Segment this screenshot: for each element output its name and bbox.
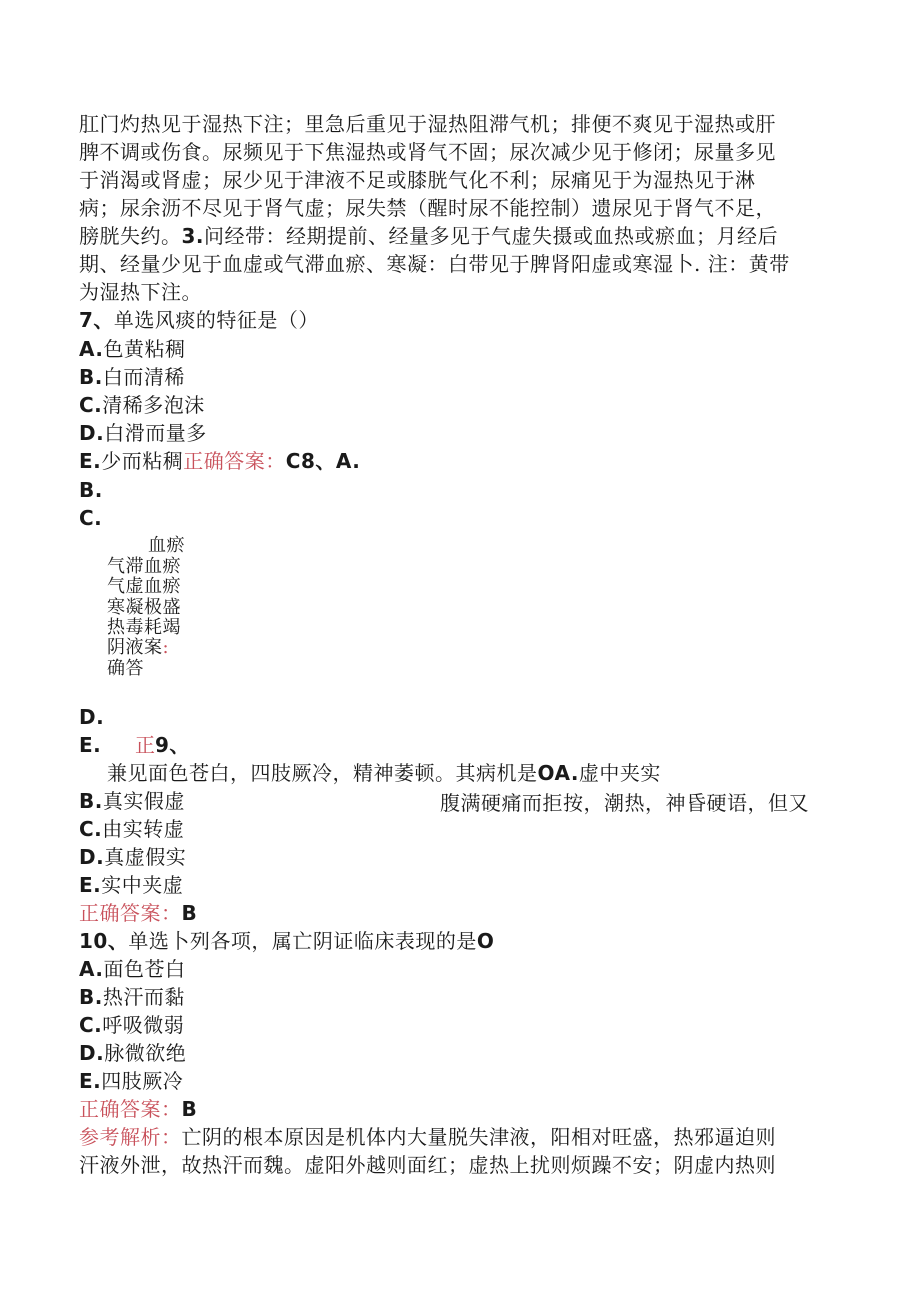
option-text: 实中夹虚 — [101, 873, 184, 897]
option-text: 少而粘稠 — [101, 449, 184, 473]
option-d — [79, 843, 186, 871]
option-c — [79, 391, 205, 419]
list-item: 寒凝极盛 — [107, 597, 181, 618]
option-b — [79, 363, 185, 391]
paragraph-text: 问经带：经期提前、经量多见于气虚失摄或血热或瘀血；月经后 — [204, 224, 779, 248]
option-b — [79, 983, 185, 1011]
option-letter: C. — [79, 1013, 103, 1037]
option-letter: D. — [79, 845, 105, 869]
paragraph-line: 为湿热下注。 — [79, 280, 202, 304]
list-item: 气滞血瘀 — [107, 556, 181, 577]
answer-label: 正确答案： — [183, 449, 286, 473]
answer-fragment: 正 — [135, 733, 156, 757]
paragraph-line: 于消渴或肾虚；尿少见于津液不足或膝胱气化不利；尿痛见于为湿热见于淋 — [79, 168, 756, 192]
question-text: 单选风痰的特征是（） — [113, 308, 319, 332]
option-a-letter: OA. — [537, 761, 579, 785]
option-e-label: E. — [79, 733, 102, 757]
section-number: 3. — [181, 224, 205, 248]
list-item: 气虚血瘀 — [107, 576, 181, 597]
question-text: 兼见面色苍白，四肢厥冷，精神萎顿。其病机是 — [107, 761, 538, 785]
option-text: 真实假虚 — [102, 789, 185, 813]
option-e-line — [79, 731, 190, 759]
answer-label: 正确答案： — [79, 1097, 182, 1121]
option-letter: E. — [79, 873, 102, 897]
paragraph-text: 膀胱失约。 — [79, 224, 182, 248]
option-d — [79, 1039, 186, 1067]
list-item — [107, 637, 169, 658]
option-a — [79, 335, 185, 363]
option-letter: B. — [79, 985, 103, 1009]
option-letter: B. — [79, 365, 103, 389]
option-letter: D. — [79, 421, 105, 445]
option-c — [79, 815, 184, 843]
option-letter: C. — [79, 393, 103, 417]
option-text: 呼吸微弱 — [102, 1013, 185, 1037]
analysis-label: 参考解析： — [79, 1125, 182, 1149]
option-b — [79, 787, 185, 815]
option-letter: D. — [79, 1041, 105, 1065]
option-d — [79, 419, 207, 447]
question-7-stem — [79, 306, 319, 334]
option-letter: C. — [79, 817, 103, 841]
question-number: 10、 — [79, 929, 129, 953]
option-d-label: D. — [79, 705, 105, 729]
stray-mark: : — [162, 637, 170, 658]
analysis-line — [79, 1123, 776, 1151]
option-e — [79, 447, 360, 475]
list-item: 血瘀 — [148, 535, 185, 556]
option-text: 白而清稀 — [102, 365, 185, 389]
question-10-stem — [79, 927, 494, 955]
option-text: 脉微欲绝 — [104, 1041, 187, 1065]
paragraph-line: 肛门灼热见于湿热下注；里急后重见于湿热阻滞气机；排便不爽见于湿热或肝 — [79, 112, 776, 136]
option-letter: E. — [79, 1069, 102, 1093]
paragraph-line — [79, 222, 778, 250]
paragraph-line: 期、经量少见于血虚或气滞血瘀、寒凝：白带见于脾肾阳虚或寒湿卜. 注：黄带 — [79, 252, 790, 276]
option-text: 白滑而量多 — [104, 421, 207, 445]
option-text: 清稀多泡沫 — [102, 393, 205, 417]
option-text: 真虚假实 — [104, 845, 187, 869]
list-item-text: 阴液案 — [107, 637, 163, 658]
answer-line — [79, 1095, 197, 1123]
question-number: 7、 — [79, 308, 114, 332]
option-text: 热汗而黏 — [102, 985, 185, 1009]
option-letter: A. — [79, 337, 104, 361]
answer-value: B — [181, 1097, 198, 1121]
option-b-label: B. — [79, 478, 103, 502]
option-letter: E. — [79, 449, 102, 473]
answer-value: C8、A. — [285, 449, 361, 473]
question-9-stem — [107, 759, 661, 787]
option-text: 四肢厥冷 — [101, 1069, 184, 1093]
paragraph-line: 脾不调或伤食。尿频见于下焦湿热或肾气不固；尿次减少见于修闭；尿量多见 — [79, 140, 776, 164]
option-text: 面色苍白 — [103, 957, 186, 981]
option-letter: B. — [79, 789, 103, 813]
option-e — [79, 1067, 183, 1095]
option-c-label: C. — [79, 506, 103, 530]
answer-line — [79, 899, 197, 927]
option-text: 色黄粘稠 — [103, 337, 186, 361]
option-letter: A. — [79, 957, 104, 981]
question-number: 9、 — [155, 733, 190, 757]
question-tail: O — [476, 929, 495, 953]
option-e — [79, 871, 183, 899]
option-a — [79, 955, 185, 983]
analysis-text: 亡阴的根本原因是机体内大量脱失津液，阳相对旺盛，热邪逼迫则 — [181, 1125, 776, 1149]
answer-value: B — [181, 901, 198, 925]
list-item: 热毒耗竭 — [107, 617, 181, 638]
question-text: 单选卜列各项，属亡阴证临床表现的是 — [128, 929, 477, 953]
paragraph-line: 病；尿余沥不尽见于肾气虚；尿失禁（醒时尿不能控制）遗尿见于肾气不足， — [79, 196, 776, 220]
question-9-side-text: 腹满硬痛而拒按，潮热，神昏硬语，但又 — [440, 791, 809, 815]
list-item: 确答 — [107, 658, 144, 679]
option-text: 由实转虚 — [102, 817, 185, 841]
analysis-line: 汗液外泄，故热汗而魏。虚阳外越则面红；虚热上扰则烦躁不安；阴虚内热则 — [79, 1153, 776, 1177]
option-c — [79, 1011, 184, 1039]
answer-label: 正确答案： — [79, 901, 182, 925]
option-a-text: 虚中夹实 — [578, 761, 661, 785]
